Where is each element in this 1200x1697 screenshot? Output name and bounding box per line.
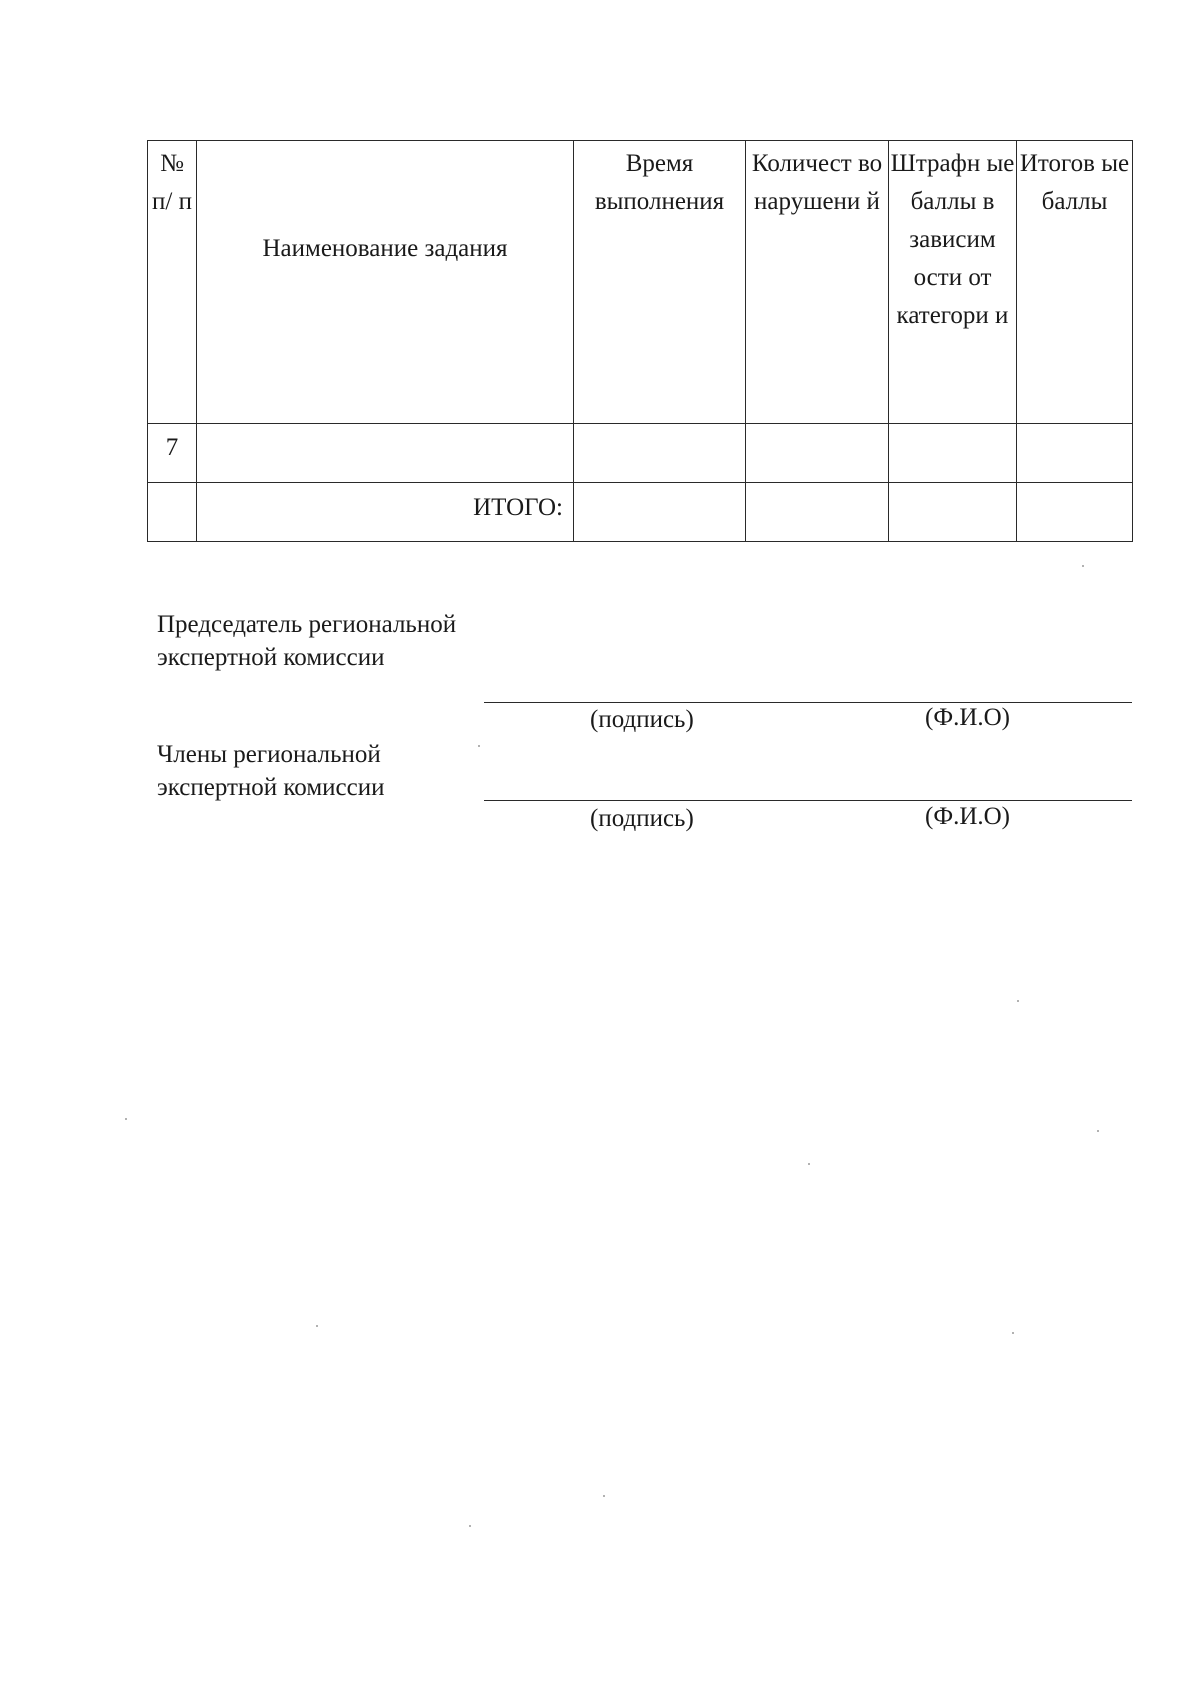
total-score-cell[interactable]: [1017, 483, 1133, 542]
header-cell-number: [148, 141, 197, 424]
row-violations-cell[interactable]: [746, 424, 889, 483]
header-cell-penalty: [889, 141, 1017, 424]
scan-speck: [603, 1495, 605, 1497]
header-number-text: № п/ п: [152, 150, 192, 215]
scan-speck: [469, 1525, 471, 1527]
total-label-text: ИТОГО:: [473, 494, 563, 521]
scan-speck: [1012, 1332, 1014, 1334]
header-cell-task-name: [197, 141, 574, 424]
total-time-cell[interactable]: [574, 483, 746, 542]
table-total-row: [148, 483, 1133, 542]
scan-speck: [1097, 1130, 1099, 1132]
header-time-text: Время выполнения: [594, 150, 725, 215]
header-task-name-text: Наименование задания: [262, 235, 508, 262]
row-penalty-cell[interactable]: [889, 424, 1017, 483]
scan-speck: [1082, 565, 1084, 567]
row-number-text: 7: [165, 434, 179, 461]
scan-speck: [316, 1325, 318, 1327]
scan-speck: [808, 1163, 810, 1165]
row-total-cell[interactable]: [1017, 424, 1133, 483]
total-penalty-cell[interactable]: [889, 483, 1017, 542]
total-number-cell: [148, 483, 197, 542]
row-task-name-cell[interactable]: [197, 424, 574, 483]
scan-speck: [125, 1118, 127, 1120]
members-signature-caption: (подпись): [590, 805, 694, 832]
total-violations-cell[interactable]: [746, 483, 889, 542]
members-name-caption: (Ф.И.О): [925, 803, 1011, 830]
table-row: [148, 424, 1133, 483]
total-label-cell: [197, 483, 574, 542]
chairman-label: Председатель региональной экспертной комиссии: [157, 611, 457, 671]
header-penalty-text: Штрафн ые баллы в зависим ости от категори и: [890, 150, 1015, 329]
header-cell-violations: [746, 141, 889, 424]
row-time-cell[interactable]: [574, 424, 746, 483]
members-signature-line[interactable]: [484, 800, 1132, 801]
header-total-text: Итогов ые баллы: [1019, 150, 1130, 215]
table-header-row: [148, 141, 1133, 424]
evaluation-table: [147, 140, 1133, 542]
row-number-cell: [148, 424, 197, 483]
header-violations-text: Количест во нарушени й: [751, 150, 883, 215]
members-label: Члены региональной экспертной комиссии: [157, 741, 385, 801]
chairman-signature-caption: (подпись): [590, 706, 694, 733]
scan-speck: [1017, 1000, 1019, 1002]
chairman-signature-line[interactable]: [484, 702, 1132, 703]
header-cell-total: [1017, 141, 1133, 424]
header-cell-time: [574, 141, 746, 424]
chairman-name-caption: (Ф.И.О): [925, 704, 1011, 731]
scan-speck: [478, 745, 480, 747]
